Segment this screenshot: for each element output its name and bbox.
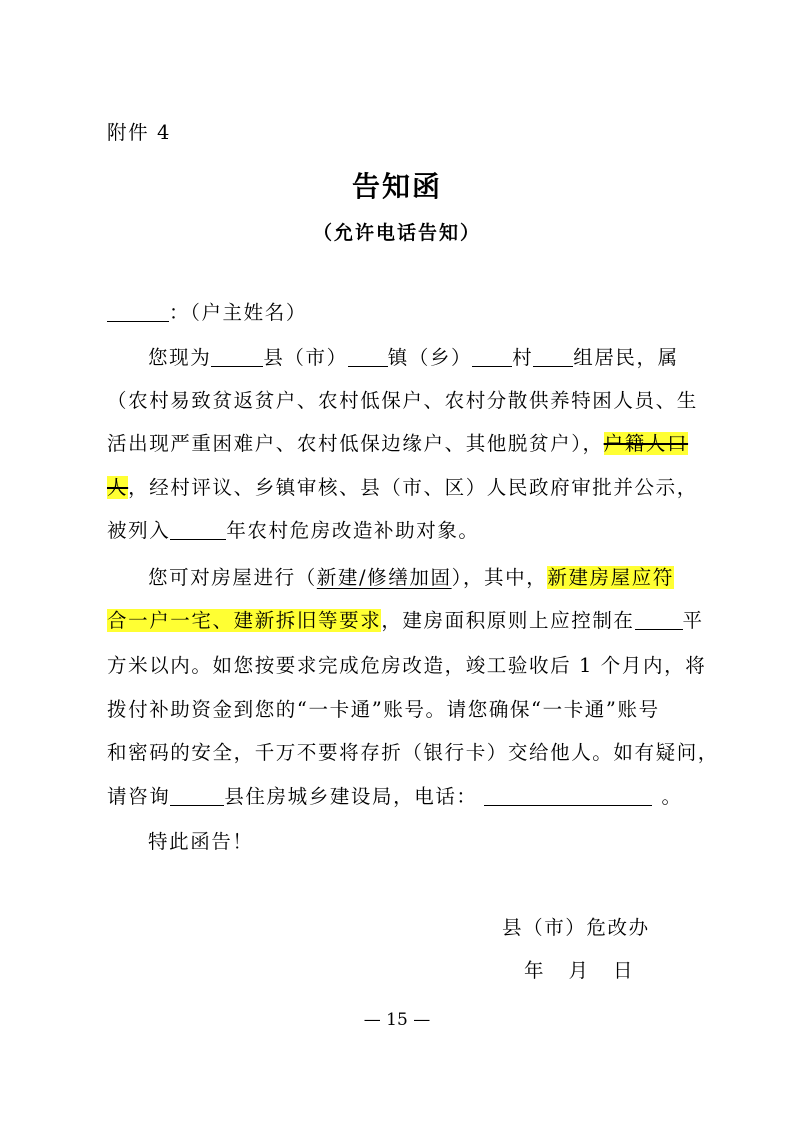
p2-line-2: 合一户一宅、建新拆旧等要求，建房面积原则上应控制在 平 [107,609,704,632]
page-number: — 15 — [363,1010,431,1030]
highlighted-requirement: 合一户一宅、建新拆旧等要求 [107,609,382,632]
renovation-type-options: 新建/修缮加固 [316,566,452,589]
p2-line-6: 请咨询 县住房城乡建设局，电话： 。 [107,785,683,808]
p1-line-3: 活出现严重困难户、农村低保边缘户、其他脱贫户），户籍人口 [107,432,689,455]
householder-name-blank[interactable] [107,303,169,322]
village-blank[interactable] [472,348,512,367]
phone-blank[interactable] [484,787,652,806]
county-blank-2[interactable] [170,787,224,806]
signature-date: 年 月 日 [524,959,635,982]
document-title: 告知函 [351,170,442,203]
town-blank[interactable] [348,348,388,367]
p1-line-4: 人，经村评议、乡镇审核、县（市、区）人民政府审批并公示， [107,476,698,499]
attachment-label: 附件 4 [107,121,172,144]
salutation-suffix: ：（户主姓名） [169,301,307,324]
p2-line-4: 拨付补助资金到您的“一卡通”账号。请您确保“一卡通”账号 [107,698,660,721]
county-blank[interactable] [211,348,263,367]
p1-line-2: （农村易致贫返贫户、农村低保户、农村分散供养特困人员、生 [107,389,698,412]
p1-line-5: 被列入 年农村危房改造补助对象。 [107,519,480,542]
p2-line-3: 方米以内。如您按要求完成危房改造，竣工验收后 1 个月内，将 [107,654,707,677]
p1-line-1: 您现为 县（市） 镇（乡） 村 组居民，属 [148,346,679,369]
struck-highlight-text: 人 [107,476,129,499]
year-blank[interactable] [170,521,226,540]
p2-line-1: 您可对房屋进行（新建/修缮加固），其中，新建房屋应符 [148,566,674,589]
area-blank[interactable] [635,611,683,630]
highlighted-requirement: 新建房屋应符 [547,566,674,589]
closing-text: 特此函告！ [148,830,254,853]
document-subtitle: （允许电话告知） [312,222,481,244]
group-blank[interactable] [533,348,573,367]
struck-highlight-text: 户籍人口 [603,432,689,455]
salutation [107,297,307,325]
signature-office: 县（市）危改办 [502,916,650,939]
p2-line-5: 和密码的安全，千万不要将存折（银行卡）交给他人。如有疑问， [107,741,719,764]
